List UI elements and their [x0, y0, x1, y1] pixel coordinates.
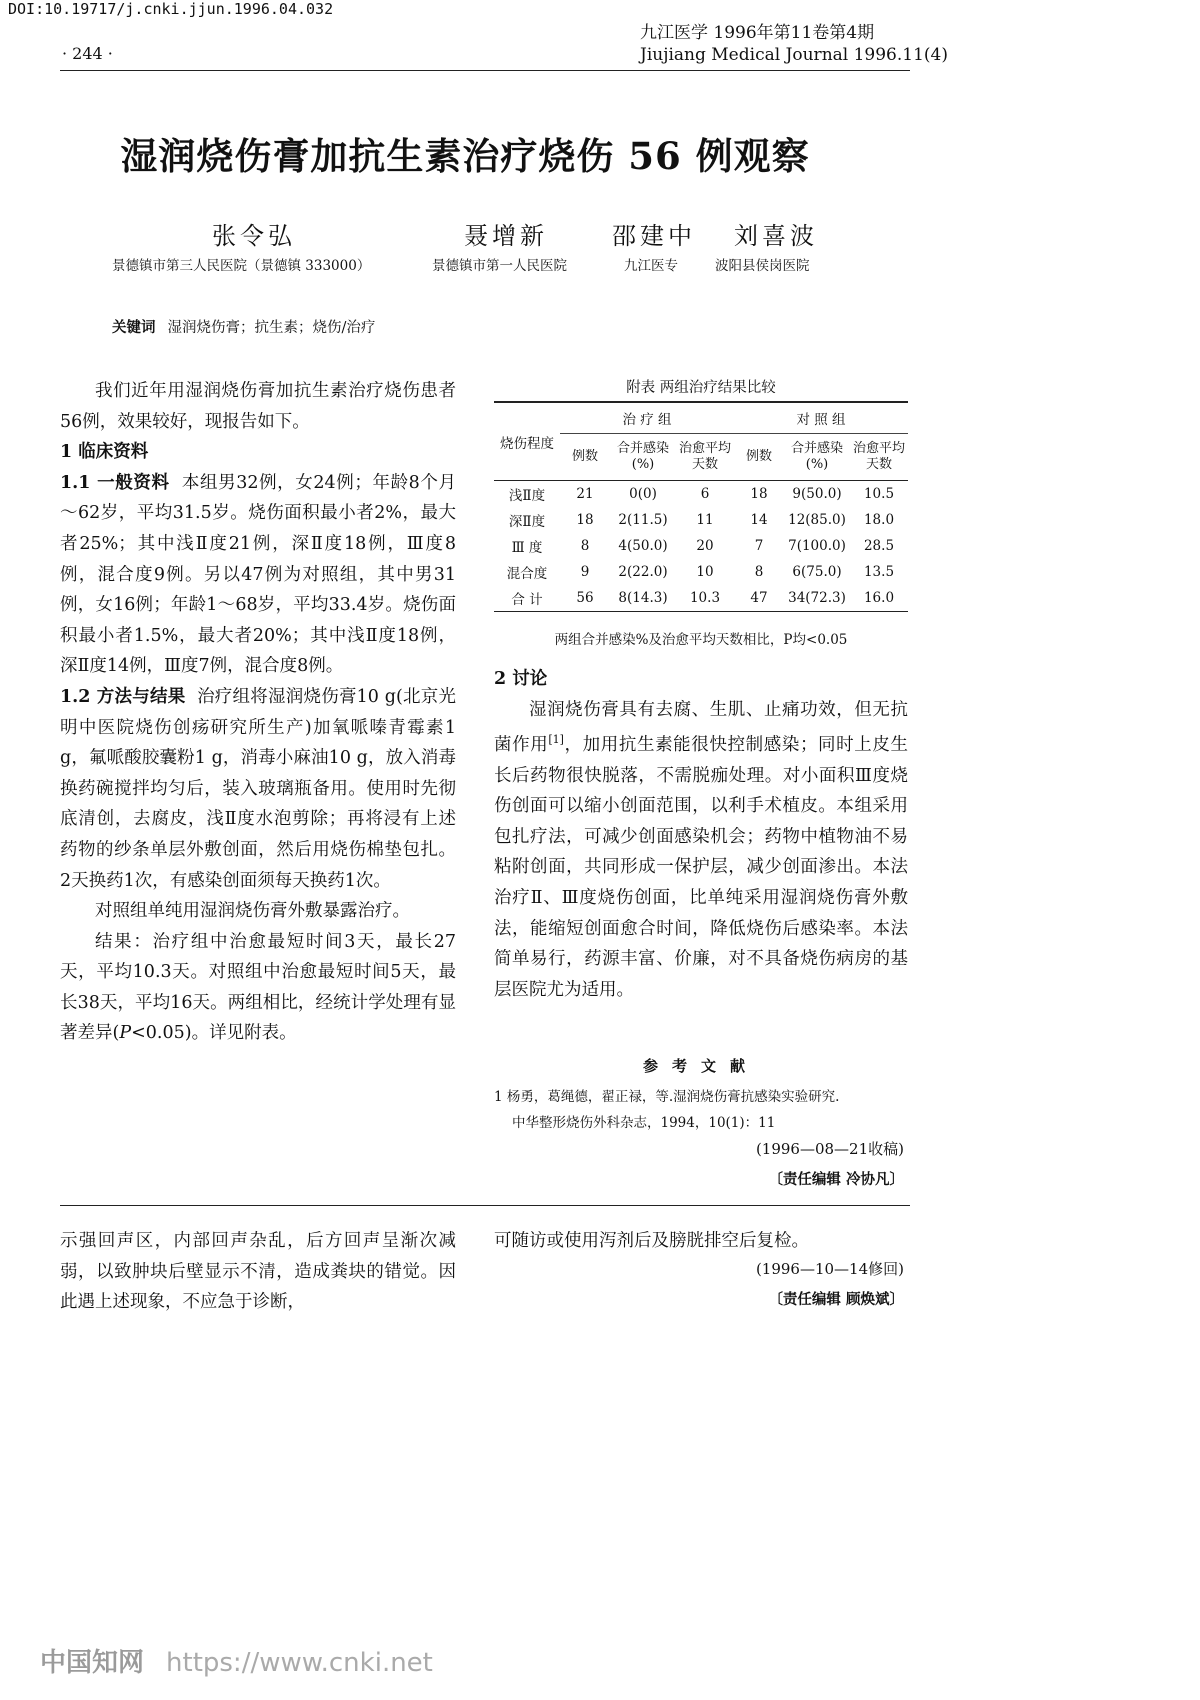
section-1-1-text: 本组男32例，女24例；年龄8个月～62岁，平均31.5岁。烧伤面积最小者2%，最大者25%；其中浅Ⅱ度21例，深Ⅱ度18例，Ⅲ度8例，混合度9例。另以47例为对照组，其中男31例，女16例；年龄1～68岁，平均33.4岁。烧伤面积最小者1.5%，最大者20%；其中浅Ⅱ度18例，深Ⅱ度14例，Ⅲ度7例，混合度8例。 [60, 472, 457, 677]
section-heading-2: 2 讨论 [494, 669, 548, 689]
table-cell-c-n: 7 [754, 538, 764, 554]
section-heading-1-2: 1.2 方法与结果 [60, 686, 186, 707]
keywords-label: 关键词 [112, 319, 156, 336]
table-cell-t-days: 11 [696, 512, 714, 528]
table-cell-t-inf: 2(11.5) [618, 512, 668, 528]
table-cell-c-days: 13.5 [863, 564, 895, 580]
revised-date: (1996—10—14修回) [755, 1260, 904, 1278]
continued-text-right: 可随访或使用泻剂后及膀胱排空后复检。 [494, 1231, 809, 1251]
author-2: 聂增新 [464, 222, 548, 250]
left-column [60, 376, 456, 1049]
table-row [494, 533, 908, 559]
table-title: 附表 两组治疗结果比较 [626, 380, 776, 396]
table-cell-t-days: 20 [696, 538, 714, 554]
table-cell-c-days: 18.0 [863, 512, 895, 528]
header-rule [60, 70, 910, 71]
continued-text-left: 示强回声区，内部回声杂乱，后方回声呈渐次减弱，以致肿块后壁显示不清，造成粪块的错觉。因此遇上述现象，不应急于诊断， [60, 1231, 456, 1313]
table-cell-degree: 深Ⅱ度 [508, 514, 546, 530]
discussion-paragraph [494, 695, 908, 1006]
table-row [494, 585, 908, 612]
table-cell-c-inf: 34(72.3) [784, 585, 850, 612]
col-ctrl-infect: 合并感染(%) [784, 434, 850, 481]
table-cell-degree: 混合度 [506, 566, 548, 582]
result-p-symbol: P [119, 1023, 132, 1044]
discussion-text-a: 湿润烧伤膏具有去腐、生肌、止痛功效，但无抗菌作用 [494, 699, 908, 756]
results-table [494, 401, 908, 612]
table-cell-t-n: 9 [580, 564, 590, 580]
cnki-logo: 中国知网 [40, 1648, 145, 1678]
col-degree: 烧伤程度 [494, 402, 560, 481]
table-cell-t-n: 56 [560, 585, 610, 612]
affiliation-3: 九江医专 [624, 258, 678, 274]
journal-name-cn: 九江医学 1996年第11卷第4期 [640, 23, 875, 43]
table-cell-t-inf: 2(22.0) [618, 564, 668, 580]
reference-1-line-2: 中华整形烧伤外科杂志，1994，10(1)：11 [512, 1115, 776, 1131]
col-ctrl-cases: 例数 [734, 434, 784, 481]
table-cell-t-n: 21 [576, 486, 594, 502]
received-date: (1996—08—21收稿) [755, 1140, 904, 1158]
article-title: 湿润烧伤膏加抗生素治疗烧伤 56 例观察 [120, 134, 810, 178]
table-cell-c-inf: 7(100.0) [788, 538, 846, 554]
table-cell-degree: 浅Ⅱ度 [508, 488, 546, 504]
section-heading-1: 1 临床资料 [60, 442, 149, 463]
affiliation-4: 波阳县侯岗医院 [715, 258, 810, 274]
reference-1-line-1: 1 杨勇，葛绳德，翟正禄，等.湿润烧伤膏抗感染实验研究. [494, 1089, 840, 1105]
table-cell-t-days: 6 [700, 486, 710, 502]
result-paragraph [60, 927, 456, 1049]
table-cell-t-days: 10.3 [676, 585, 734, 612]
table-cell-c-n: 14 [750, 512, 768, 528]
table-cell-t-days: 10 [696, 564, 714, 580]
table-cell-c-inf: 12(85.0) [788, 512, 846, 528]
journal-header [640, 22, 948, 66]
affiliation-1: 景德镇市第三人民医院（景德镇 333000） [112, 258, 371, 274]
table-cell-c-inf: 9(50.0) [792, 486, 842, 502]
affiliation-2: 景德镇市第一人民医院 [432, 258, 567, 274]
group-treat-header: 治 疗 组 [560, 402, 734, 434]
section-rule [60, 1205, 910, 1206]
col-ctrl-days: 治愈平均天数 [850, 434, 908, 481]
section-1-2-text: 治疗组将湿润烧伤膏10 g(北京光明中医院烧伤创疡研究所生产)加氧哌嗪青霉素1 g，氟哌酸胶囊粉1 g，消毒小麻油10 g，放入消毒换药碗搅拌均匀后，装入玻璃瓶备用。使用时先彻底清创，去腐皮，浅Ⅱ度水泡剪除；再将浸有上述药物的纱条单层外敷创面，然后用烧伤棉垫包扎。2天换药1次，有感染创面须每天换药1次。 [60, 686, 456, 891]
table-cell-c-days: 28.5 [863, 538, 895, 554]
table-cell-c-n: 18 [750, 486, 768, 502]
table-cell-t-inf: 0(0) [629, 486, 657, 502]
doi-line: DOI:10.19717/j.cnki.jjun.1996.04.032 [8, 0, 334, 18]
table-cell-t-inf: 4(50.0) [618, 538, 668, 554]
table-cell-c-days: 16.0 [850, 585, 908, 612]
journal-name-en: Jiujiang Medical Journal 1996.11(4) [640, 45, 948, 65]
result-text-a: 结果：治疗组中治愈最短时间3天，最长27天，平均10.3天。对照组中治愈最短时间5天，最长38天，平均16天。两组相比，经统计学处理有显著差异( [60, 931, 456, 1044]
col-treat-cases: 例数 [560, 434, 610, 481]
control-paragraph: 对照组单纯用湿润烧伤膏外敷暴露治疗。 [95, 901, 410, 922]
section-heading-1-1: 1.1 一般资料 [60, 472, 170, 493]
section-1-1 [60, 468, 456, 682]
table-cell-c-inf: 6(75.0) [792, 564, 842, 580]
table-cell-c-n: 8 [754, 564, 764, 580]
table-cell-c-n: 47 [734, 585, 784, 612]
table-cell-degree: 合 计 [494, 585, 560, 612]
table-cell-t-inf: 8(14.3) [610, 585, 676, 612]
table-row [494, 481, 908, 508]
table-cell-t-n: 8 [580, 538, 590, 554]
discussion-text-b: ，加用抗生素能很快控制感染；同时上皮生长后药物很快脱落，不需脱痂处理。对小面积Ⅲ度烧伤创面可以缩小创面范围，以利手术植皮。本组采用包扎疗法，可减少创面感染机会；药物中植物油不易粘附创面，共同形成一保护层，减少创面渗出。本法治疗Ⅱ、Ⅲ度烧伤创面，比单纯采用湿润烧伤膏外敷法，能缩短创面愈合时间，降低烧伤后感染率。本法简单易行，药源丰富、价廉，对不具备烧伤病房的基层医院尤为适用。 [494, 735, 908, 1000]
col-treat-infect: 合并感染(%) [610, 434, 676, 481]
group-ctrl-header: 对 照 组 [734, 402, 908, 434]
section-1-2 [60, 682, 456, 896]
responsible-editor-2: 〔责任编辑 顾焕斌〕 [768, 1291, 904, 1308]
responsible-editor: 〔责任编辑 冷协凡〕 [768, 1171, 904, 1188]
table-note: 两组合并感染%及治愈平均天数相比，P均<0.05 [554, 632, 848, 648]
table-cell-degree: Ⅲ 度 [511, 540, 543, 556]
citation-1: [1] [548, 733, 564, 747]
col-treat-days: 治愈平均天数 [676, 434, 734, 481]
keywords-text: 湿润烧伤膏；抗生素；烧伤/治疗 [167, 320, 376, 336]
result-text-b: <0.05)。详见附表。 [131, 1023, 297, 1044]
keywords [112, 316, 375, 337]
cnki-footer [40, 1642, 433, 1679]
references-heading: 参考文献 [642, 1057, 759, 1075]
table-cell-c-days: 10.5 [863, 486, 895, 502]
page-number: · 244 · [62, 44, 113, 63]
cnki-url[interactable]: https://www.cnki.net [166, 1648, 433, 1678]
author-3: 邵建中 [612, 222, 696, 250]
reference-1 [494, 1084, 908, 1136]
author-1: 张令弘 [212, 222, 296, 250]
author-4: 刘喜波 [734, 222, 818, 250]
intro-paragraph: 我们近年用湿润烧伤膏加抗生素治疗烧伤患者56例，效果较好，现报告如下。 [60, 381, 456, 432]
table-cell-t-n: 18 [576, 512, 594, 528]
table-row [494, 507, 908, 533]
table-row [494, 559, 908, 585]
right-column [494, 664, 908, 1005]
